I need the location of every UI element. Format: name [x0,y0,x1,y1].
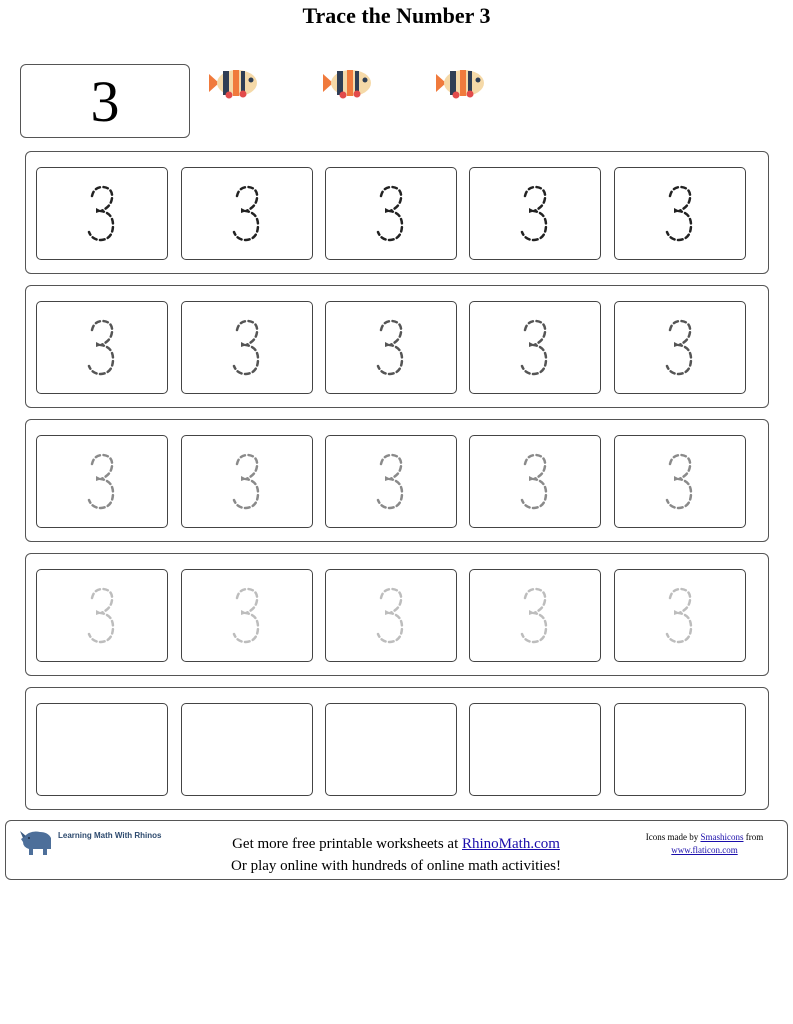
dashed-digit-3 [660,586,700,646]
dashed-digit-3 [227,184,267,244]
promo-prefix: Get more free printable worksheets at [232,836,462,852]
trace-cell[interactable] [181,301,313,394]
dashed-digit-3 [515,318,555,378]
digit-stroke [89,589,113,642]
digit-stroke [522,321,546,374]
number-box [20,64,190,138]
digit-stroke [667,321,691,374]
dashed-digit-3 [227,452,267,512]
dashed-digit-3 [227,318,267,378]
digit-stroke [378,455,402,508]
dashed-digit-3 [515,586,555,646]
blank-cell[interactable] [36,703,168,796]
digit-stroke [89,187,113,240]
trace-row-medium [25,285,769,408]
promo-line-2: Or play online with hundreds of online math activities! [231,858,561,874]
credit-prefix: Icons made by [645,832,701,842]
trace-cell[interactable] [614,569,746,662]
trace-cell[interactable] [181,435,313,528]
digit-stroke [378,321,402,374]
digit-stroke [378,187,402,240]
dashed-digit-3 [660,184,700,244]
smashicons-link[interactable]: Smashicons [700,832,744,842]
trace-cell[interactable] [325,301,457,394]
number-digit: 3 [90,68,120,134]
trace-cell[interactable] [36,435,168,528]
trace-cell[interactable] [36,301,168,394]
digit-stroke [667,589,691,642]
rhinomath-link[interactable]: RhinoMath.com [462,836,560,852]
digit-stroke [378,589,402,642]
logo-text: Learning Math With Rhinos [58,830,162,840]
digit-stroke [234,455,258,508]
fish-icon [205,64,261,102]
blank-cell[interactable] [469,703,601,796]
fish-icon [319,64,375,102]
trace-cell[interactable] [469,167,601,260]
blank-cell[interactable] [614,703,746,796]
trace-cell[interactable] [325,435,457,528]
blank-cell[interactable] [325,703,457,796]
trace-row-light [25,419,769,542]
trace-cell[interactable] [181,167,313,260]
digit-stroke [234,321,258,374]
trace-row-faint [25,553,769,676]
trace-row-blank [25,687,769,810]
trace-cell[interactable] [614,167,746,260]
flaticon-link[interactable]: www.flaticon.com [671,845,738,855]
digit-stroke [234,187,258,240]
dashed-digit-3 [82,452,122,512]
digit-stroke [522,589,546,642]
blank-cell[interactable] [181,703,313,796]
dashed-digit-3 [371,586,411,646]
dashed-digit-3 [82,586,122,646]
promo-text [166,833,626,877]
rhino-icon [20,827,54,857]
footer [5,820,788,880]
digit-stroke [89,455,113,508]
credit-mid: from [743,832,764,842]
trace-cell[interactable] [325,167,457,260]
icon-credits [632,831,777,857]
dashed-digit-3 [660,452,700,512]
trace-cell[interactable] [36,167,168,260]
trace-cell[interactable] [36,569,168,662]
trace-cell[interactable] [614,435,746,528]
dashed-digit-3 [371,318,411,378]
dashed-digit-3 [371,452,411,512]
dashed-digit-3 [371,184,411,244]
dashed-digit-3 [515,184,555,244]
logo [20,827,161,857]
dashed-digit-3 [515,452,555,512]
trace-cell[interactable] [469,301,601,394]
dashed-digit-3 [82,318,122,378]
dashed-digit-3 [227,586,267,646]
digit-stroke [89,321,113,374]
fish-icon [432,64,488,102]
trace-cell[interactable] [469,569,601,662]
page-title: Trace the Number 3 [302,3,491,28]
digit-stroke [667,455,691,508]
dashed-digit-3 [82,184,122,244]
trace-cell[interactable] [325,569,457,662]
trace-cell[interactable] [469,435,601,528]
digit-stroke [522,187,546,240]
digit-stroke [667,187,691,240]
tracing-grid [25,151,769,821]
digit-stroke [234,589,258,642]
dashed-digit-3 [660,318,700,378]
trace-row-dark [25,151,769,274]
promo-line-1 [166,833,626,855]
digit-stroke [522,455,546,508]
trace-cell[interactable] [181,569,313,662]
trace-cell[interactable] [614,301,746,394]
